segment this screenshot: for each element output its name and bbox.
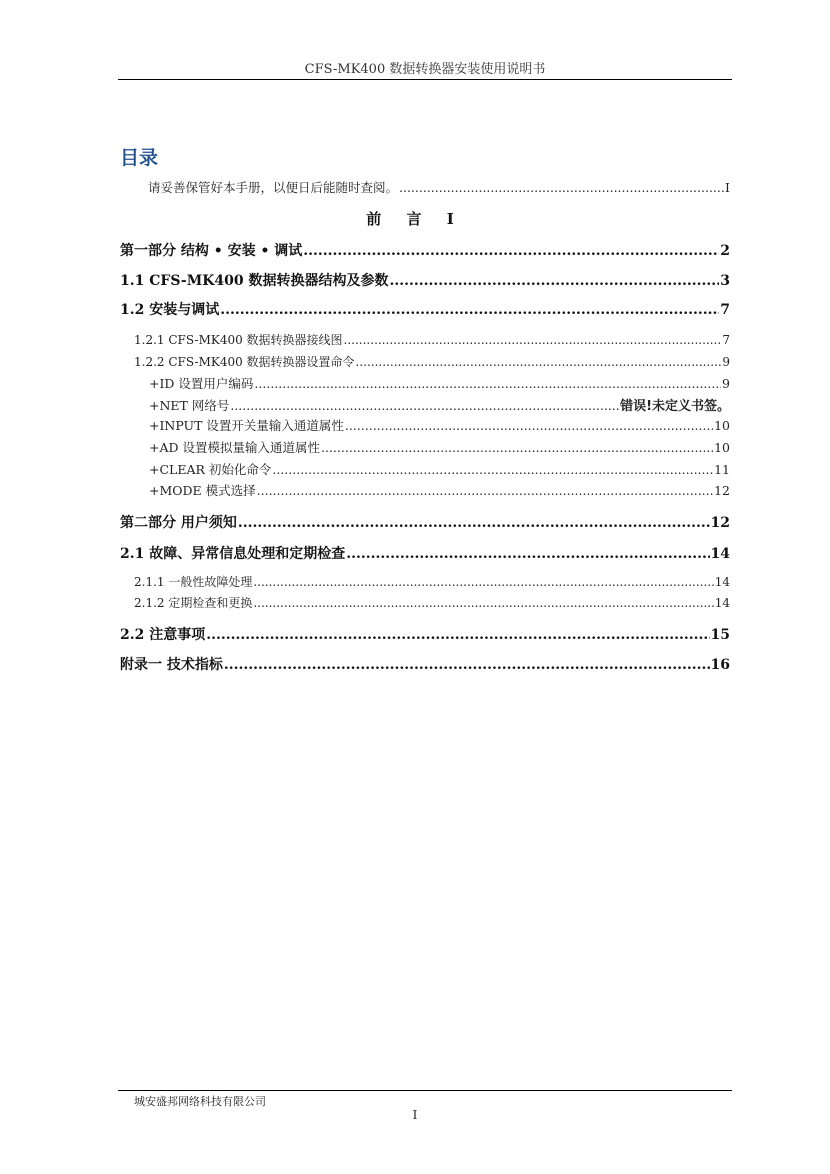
toc-entry-text: +ID 设置用户编码	[149, 376, 254, 391]
toc-entry-cmd-input[interactable]	[149, 416, 730, 434]
toc-entry-page: 15	[710, 627, 730, 643]
toc-entry-part2[interactable]	[120, 512, 730, 532]
footer-divider	[118, 1090, 732, 1091]
toc-entry-text: +AD 设置模拟量输入通道属性	[149, 440, 320, 455]
page-number: I	[412, 1108, 418, 1122]
toc-entry-2-2[interactable]	[120, 624, 730, 644]
toc-leader	[206, 627, 709, 643]
footer-company: 城安盛邦网络科技有限公司	[134, 1095, 266, 1108]
toc-entry-cmd-mode[interactable]	[149, 481, 730, 499]
toc-entry-page: 2	[720, 243, 730, 259]
toc-entry-part1[interactable]	[120, 240, 730, 260]
toc-leader	[303, 243, 719, 259]
toc-entry-page: 10	[714, 440, 730, 455]
toc-leader	[253, 575, 713, 589]
toc-leader	[257, 483, 713, 498]
toc-entry-text: 2.2 注意事项	[120, 627, 206, 643]
toc-entry-page: 12	[714, 483, 730, 498]
toc-entry-text: 1.2.1 CFS-MK400 数据转换器接线图	[134, 333, 343, 347]
toc-entry-1-1[interactable]	[120, 270, 730, 290]
toc-leader	[272, 462, 713, 477]
toc-entry-2-1-2[interactable]	[134, 594, 730, 611]
toc-entry-text: 第二部分 用户须知	[120, 515, 237, 531]
toc-entry-text: 第一部分 结构 • 安装 • 调试	[120, 243, 303, 259]
toc-entry-text: +MODE 模式选择	[149, 483, 256, 498]
header-divider	[118, 79, 732, 80]
toc-entry-text: 1.2.2 CFS-MK400 数据转换器设置命令	[134, 355, 355, 369]
toc-leader	[345, 418, 713, 433]
toc-leader	[390, 273, 720, 289]
toc-leader	[224, 657, 710, 673]
toc-entry-text: +INPUT 设置开关量输入通道属性	[149, 418, 344, 433]
toc-entry-text: +CLEAR 初始化命令	[149, 462, 272, 477]
toc-leader	[253, 596, 713, 610]
toc-leader	[220, 302, 719, 318]
toc-entry-text: 2.1 故障、异常信息处理和定期检查	[120, 546, 346, 562]
toc-entry-page: 9	[722, 376, 730, 391]
toc-entry-text: +NET 网络号	[149, 398, 230, 413]
toc-entry-page: 11	[714, 462, 730, 477]
toc-leader	[344, 333, 722, 347]
toc-entry-text: 2.1.2 定期检查和更换	[134, 596, 253, 610]
toc-entry-2-1[interactable]	[120, 543, 730, 563]
preface-title[interactable]: 前 言 I	[366, 210, 464, 228]
toc-entry-2-1-1[interactable]	[134, 573, 730, 590]
toc-entry-text: 1.1 CFS-MK400 数据转换器结构及参数	[120, 273, 389, 289]
toc-entry-page: 3	[720, 273, 730, 289]
toc-entry-1-2-1[interactable]	[134, 331, 730, 348]
toc-entry-notice[interactable]	[148, 178, 730, 196]
toc-entry-appendix1[interactable]	[120, 654, 730, 674]
toc-entry-page: 9	[722, 355, 730, 369]
toc-entry-error-page: 错误!未定义书签。	[620, 399, 730, 414]
toc-entry-page: 12	[710, 515, 730, 531]
toc-leader	[230, 398, 619, 413]
toc-entry-page: 7	[720, 302, 730, 318]
document-header: CFS-MK400 数据转换器安装使用说明书	[304, 62, 546, 77]
toc-entry-cmd-clear[interactable]	[149, 460, 730, 478]
toc-entry-page: 16	[710, 657, 730, 673]
toc-entry-text: 1.2 安装与调试	[120, 302, 220, 318]
toc-leader	[399, 180, 724, 195]
toc-entry-text: 2.1.1 一般性故障处理	[134, 575, 253, 589]
toc-entry-cmd-net[interactable]	[149, 395, 730, 414]
toc-entry-page: 14	[710, 546, 730, 562]
toc-entry-1-2-2[interactable]	[134, 353, 730, 370]
toc-leader	[346, 546, 709, 562]
toc-entry-text: 请妥善保管好本手册，以便日后能随时查阅。	[148, 180, 399, 195]
toc-heading: 目录	[120, 147, 159, 169]
toc-leader	[238, 515, 710, 531]
toc-entry-page: 14	[714, 596, 730, 610]
toc-leader	[321, 440, 713, 455]
toc-entry-page: 14	[714, 575, 730, 589]
toc-entry-page: 10	[714, 418, 730, 433]
toc-entry-text: 附录一 技术指标	[120, 657, 223, 673]
toc-entry-cmd-id[interactable]	[149, 374, 730, 392]
toc-leader	[356, 355, 722, 369]
toc-entry-page: 7	[722, 333, 730, 347]
toc-entry-page: I	[725, 180, 730, 195]
toc-leader	[254, 376, 721, 391]
toc-entry-cmd-ad[interactable]	[149, 438, 730, 456]
toc-entry-1-2[interactable]	[120, 299, 730, 319]
